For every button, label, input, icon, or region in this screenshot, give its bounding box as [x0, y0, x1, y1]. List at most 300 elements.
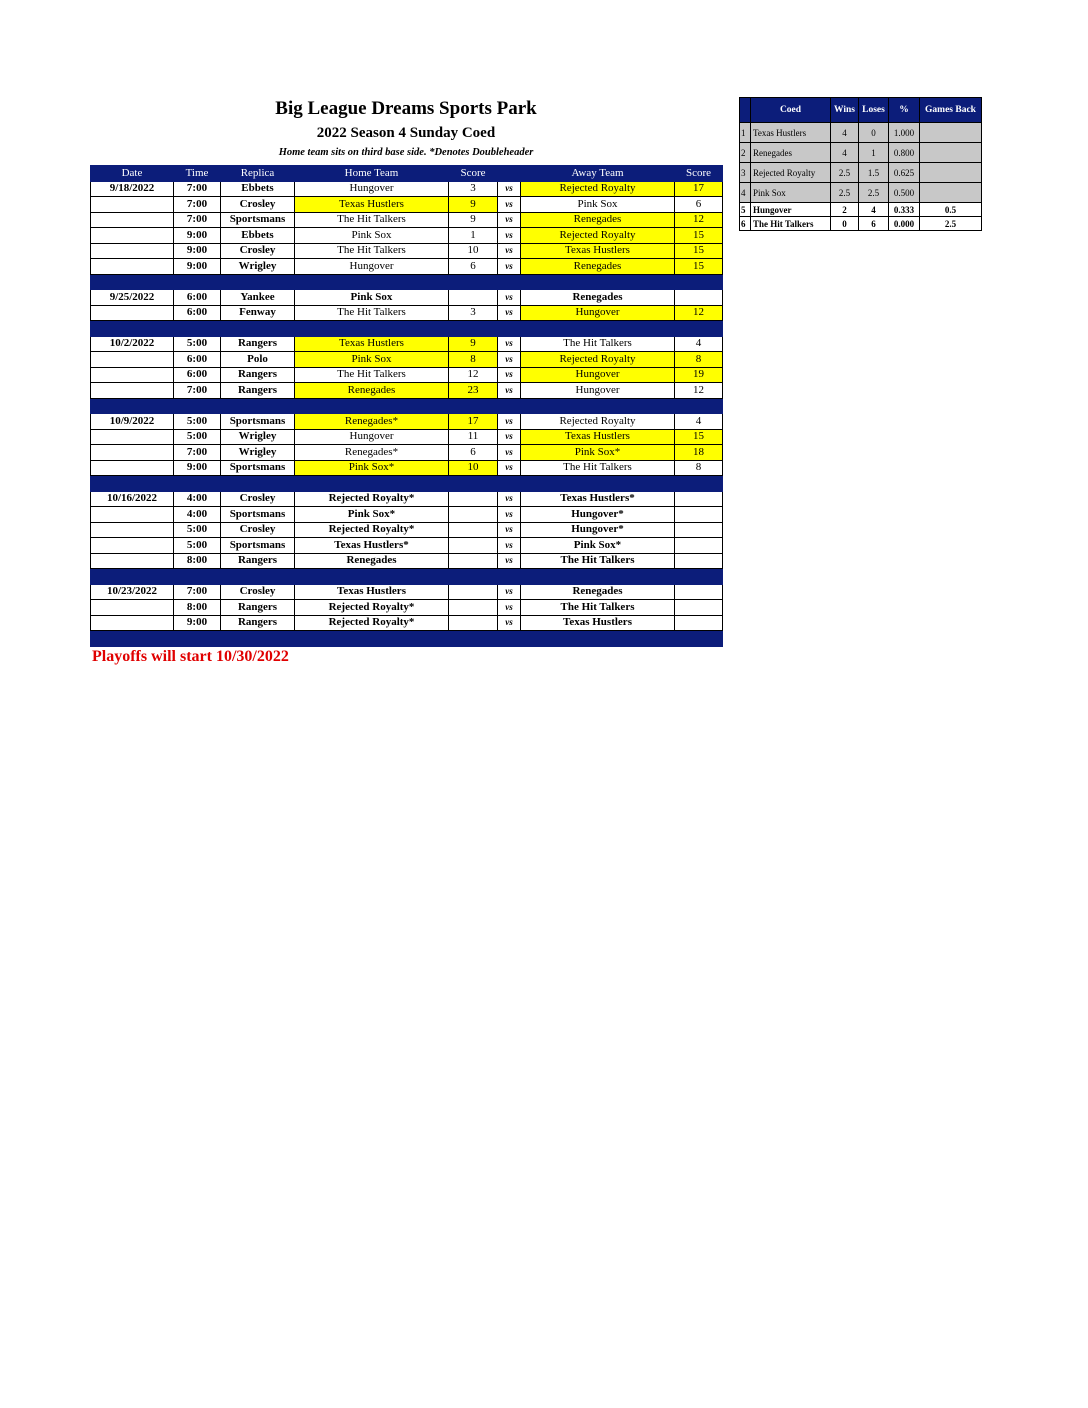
game-field: Crosley: [221, 522, 295, 538]
standings-header-row: [740, 98, 982, 123]
game-row: [91, 445, 723, 461]
away-score: 15: [675, 243, 723, 259]
col-header-time: Time: [174, 166, 221, 182]
col-header-home-score: Score: [449, 166, 498, 182]
standings-loses: 1.5: [859, 163, 889, 183]
home-team: Rejected Royalty*: [295, 491, 449, 507]
game-row: [91, 383, 723, 399]
home-team: The Hit Talkers: [295, 212, 449, 228]
standings-header-pct: %: [889, 98, 920, 123]
game-field: Polo: [221, 352, 295, 368]
standings-rank: 6: [740, 217, 751, 231]
separator-cell: [675, 476, 723, 492]
away-score: [675, 615, 723, 631]
standings-pct: 0.800: [889, 143, 920, 163]
separator-cell: [91, 631, 174, 647]
home-score: [449, 538, 498, 554]
separator-cell: [449, 321, 498, 337]
separator-cell: [295, 631, 449, 647]
home-score: 6: [449, 445, 498, 461]
home-score: 9: [449, 336, 498, 352]
standings-pct: 0.000: [889, 217, 920, 231]
standings-pct: 0.333: [889, 203, 920, 217]
away-team: Pink Sox: [521, 197, 675, 213]
standings-pct: 0.625: [889, 163, 920, 183]
game-date: [91, 600, 174, 616]
game-row: [91, 259, 723, 275]
separator-cell: [295, 569, 449, 585]
playoffs-notice: Playoffs will start 10/30/2022: [92, 648, 289, 665]
page-title: Big League Dreams Sports Park: [275, 98, 537, 119]
home-score: [449, 290, 498, 306]
game-field: Crosley: [221, 243, 295, 259]
away-score: [675, 290, 723, 306]
standings-header-coed: Coed: [751, 98, 831, 123]
away-team: Renegades: [521, 290, 675, 306]
separator-cell: [174, 398, 221, 414]
game-date: [91, 228, 174, 244]
game-date: [91, 352, 174, 368]
game-time: 7:00: [174, 445, 221, 461]
away-score: 19: [675, 367, 723, 383]
standings-header-games-back: Games Back: [920, 98, 982, 123]
standings-pct: 1.000: [889, 123, 920, 143]
game-time: 5:00: [174, 538, 221, 554]
home-score: 11: [449, 429, 498, 445]
separator-cell: [221, 321, 295, 337]
away-score: 4: [675, 336, 723, 352]
game-date: 10/2/2022: [91, 336, 174, 352]
home-team: Pink Sox: [295, 290, 449, 306]
separator-cell: [174, 631, 221, 647]
away-team: The Hit Talkers: [521, 600, 675, 616]
game-row: [91, 212, 723, 228]
game-date: 10/23/2022: [91, 584, 174, 600]
versus-label: vs: [498, 336, 521, 352]
away-team: Rejected Royalty: [521, 414, 675, 430]
separator-cell: [91, 321, 174, 337]
home-score: 17: [449, 414, 498, 430]
game-row: [91, 429, 723, 445]
home-team: Rejected Royalty*: [295, 615, 449, 631]
home-score: 23: [449, 383, 498, 399]
standings-loses: 1: [859, 143, 889, 163]
week-separator-row: [91, 398, 723, 414]
game-row: [91, 584, 723, 600]
away-score: 8: [675, 352, 723, 368]
separator-cell: [221, 398, 295, 414]
game-row: [91, 336, 723, 352]
col-header-away-team: Away Team: [521, 166, 675, 182]
away-score: 15: [675, 228, 723, 244]
standings-header-loses: Loses: [859, 98, 889, 123]
separator-cell: [675, 274, 723, 290]
versus-label: vs: [498, 243, 521, 259]
home-team: Rejected Royalty*: [295, 600, 449, 616]
home-team: Pink Sox*: [295, 507, 449, 523]
versus-label: vs: [498, 228, 521, 244]
game-row: [91, 414, 723, 430]
versus-label: vs: [498, 584, 521, 600]
away-score: [675, 538, 723, 554]
away-team: Rejected Royalty: [521, 228, 675, 244]
separator-cell: [91, 569, 174, 585]
standings-loses: 6: [859, 217, 889, 231]
away-team: Hungover*: [521, 522, 675, 538]
separator-cell: [295, 398, 449, 414]
versus-label: vs: [498, 429, 521, 445]
game-date: [91, 429, 174, 445]
separator-cell: [449, 476, 498, 492]
home-score: [449, 522, 498, 538]
game-row: [91, 460, 723, 476]
away-score: 12: [675, 305, 723, 321]
game-row: [91, 507, 723, 523]
game-time: 5:00: [174, 522, 221, 538]
game-row: [91, 491, 723, 507]
versus-label: vs: [498, 522, 521, 538]
separator-cell: [174, 569, 221, 585]
game-field: Sportsmans: [221, 507, 295, 523]
game-date: [91, 522, 174, 538]
week-separator-row: [91, 274, 723, 290]
game-date: [91, 615, 174, 631]
versus-label: vs: [498, 507, 521, 523]
schedule-body: [91, 181, 723, 646]
standings-wins: 4: [831, 123, 859, 143]
away-team: Pink Sox*: [521, 445, 675, 461]
game-time: 8:00: [174, 600, 221, 616]
home-team: The Hit Talkers: [295, 243, 449, 259]
away-score: 6: [675, 197, 723, 213]
separator-cell: [498, 476, 521, 492]
away-team: Renegades: [521, 584, 675, 600]
game-date: 10/9/2022: [91, 414, 174, 430]
game-row: [91, 522, 723, 538]
standings-wins: 4: [831, 143, 859, 163]
home-team: Rejected Royalty*: [295, 522, 449, 538]
away-score: 17: [675, 181, 723, 197]
game-field: Sportsmans: [221, 212, 295, 228]
home-score: [449, 553, 498, 569]
separator-cell: [91, 476, 174, 492]
home-score: 8: [449, 352, 498, 368]
home-team: Pink Sox: [295, 228, 449, 244]
versus-label: vs: [498, 615, 521, 631]
standings-team: Hungover: [751, 203, 831, 217]
game-date: [91, 259, 174, 275]
standings-games-back: 0.5: [920, 203, 982, 217]
home-score: 12: [449, 367, 498, 383]
away-team: Texas Hustlers: [521, 243, 675, 259]
game-field: Wrigley: [221, 259, 295, 275]
game-row: [91, 243, 723, 259]
away-score: 12: [675, 383, 723, 399]
home-team: Pink Sox*: [295, 460, 449, 476]
game-time: 9:00: [174, 615, 221, 631]
home-score: 10: [449, 460, 498, 476]
game-time: 8:00: [174, 553, 221, 569]
game-field: Rangers: [221, 336, 295, 352]
standings-wins: 2.5: [831, 183, 859, 203]
separator-cell: [521, 321, 675, 337]
game-time: 9:00: [174, 460, 221, 476]
separator-cell: [295, 321, 449, 337]
separator-cell: [449, 274, 498, 290]
home-team: Hungover: [295, 429, 449, 445]
game-time: 7:00: [174, 584, 221, 600]
game-field: Sportsmans: [221, 460, 295, 476]
game-date: [91, 305, 174, 321]
home-team: Texas Hustlers: [295, 197, 449, 213]
versus-label: vs: [498, 383, 521, 399]
game-date: [91, 445, 174, 461]
standings-row: [740, 123, 982, 143]
game-time: 4:00: [174, 507, 221, 523]
col-header-home-team: Home Team: [295, 166, 449, 182]
home-score: [449, 615, 498, 631]
game-date: [91, 212, 174, 228]
schedule-table: [90, 165, 723, 647]
away-score: [675, 600, 723, 616]
standings-games-back: [920, 163, 982, 183]
away-score: [675, 507, 723, 523]
game-field: Rangers: [221, 383, 295, 399]
separator-cell: [521, 476, 675, 492]
game-time: 5:00: [174, 414, 221, 430]
separator-cell: [449, 631, 498, 647]
game-time: 4:00: [174, 491, 221, 507]
game-date: [91, 383, 174, 399]
home-team: Texas Hustlers*: [295, 538, 449, 554]
game-row: [91, 615, 723, 631]
game-field: Wrigley: [221, 429, 295, 445]
separator-cell: [498, 321, 521, 337]
game-date: 9/25/2022: [91, 290, 174, 306]
standings-rank: 5: [740, 203, 751, 217]
separator-cell: [449, 569, 498, 585]
away-score: 18: [675, 445, 723, 461]
standings-pct: 0.500: [889, 183, 920, 203]
home-team: Renegades*: [295, 445, 449, 461]
separator-cell: [498, 274, 521, 290]
home-score: 9: [449, 197, 498, 213]
away-team: The Hit Talkers: [521, 336, 675, 352]
separator-cell: [91, 398, 174, 414]
separator-cell: [91, 274, 174, 290]
separator-cell: [498, 631, 521, 647]
game-time: 6:00: [174, 305, 221, 321]
game-row: [91, 290, 723, 306]
separator-cell: [675, 631, 723, 647]
away-team: Hungover: [521, 305, 675, 321]
game-time: 6:00: [174, 352, 221, 368]
separator-cell: [449, 398, 498, 414]
separator-cell: [521, 631, 675, 647]
game-date: [91, 367, 174, 383]
separator-cell: [675, 321, 723, 337]
standings-wins: 0: [831, 217, 859, 231]
separator-cell: [221, 631, 295, 647]
standings-wins: 2: [831, 203, 859, 217]
home-score: [449, 584, 498, 600]
home-score: 3: [449, 305, 498, 321]
game-field: Crosley: [221, 197, 295, 213]
game-field: Ebbets: [221, 181, 295, 197]
home-team: The Hit Talkers: [295, 305, 449, 321]
away-team: Texas Hustlers: [521, 429, 675, 445]
game-time: 6:00: [174, 290, 221, 306]
away-score: 15: [675, 259, 723, 275]
standings-games-back: [920, 123, 982, 143]
separator-cell: [498, 569, 521, 585]
versus-label: vs: [498, 212, 521, 228]
away-team: Hungover: [521, 383, 675, 399]
away-team: The Hit Talkers: [521, 553, 675, 569]
home-score: 3: [449, 181, 498, 197]
game-row: [91, 305, 723, 321]
standings-row: [740, 183, 982, 203]
game-date: 10/16/2022: [91, 491, 174, 507]
away-score: 8: [675, 460, 723, 476]
standings-games-back: [920, 183, 982, 203]
away-team: Texas Hustlers*: [521, 491, 675, 507]
standings-rank: 1: [740, 123, 751, 143]
game-time: 7:00: [174, 212, 221, 228]
separator-cell: [221, 569, 295, 585]
schedule-header-row: [91, 166, 723, 182]
away-score: [675, 553, 723, 569]
versus-label: vs: [498, 181, 521, 197]
home-team: Renegades: [295, 383, 449, 399]
game-row: [91, 538, 723, 554]
separator-cell: [521, 274, 675, 290]
versus-label: vs: [498, 414, 521, 430]
game-time: 7:00: [174, 197, 221, 213]
week-separator-row: [91, 569, 723, 585]
game-field: Yankee: [221, 290, 295, 306]
home-score: [449, 600, 498, 616]
versus-label: vs: [498, 197, 521, 213]
home-score: 1: [449, 228, 498, 244]
home-team: Texas Hustlers: [295, 584, 449, 600]
separator-cell: [295, 274, 449, 290]
standings-header-rank: [740, 98, 751, 123]
separator-cell: [174, 476, 221, 492]
game-time: 9:00: [174, 243, 221, 259]
game-time: 7:00: [174, 181, 221, 197]
separator-cell: [295, 476, 449, 492]
game-field: Rangers: [221, 367, 295, 383]
standings-rank: 3: [740, 163, 751, 183]
game-time: 7:00: [174, 383, 221, 399]
separator-cell: [221, 476, 295, 492]
game-field: Sportsmans: [221, 414, 295, 430]
game-date: [91, 460, 174, 476]
home-team: Texas Hustlers: [295, 336, 449, 352]
separator-cell: [174, 321, 221, 337]
standings-team: Renegades: [751, 143, 831, 163]
col-header-away-score: Score: [675, 166, 723, 182]
game-time: 6:00: [174, 367, 221, 383]
game-date: [91, 243, 174, 259]
standings-body: [740, 123, 982, 231]
home-score: [449, 507, 498, 523]
standings-rank: 4: [740, 183, 751, 203]
away-team: Hungover: [521, 367, 675, 383]
game-date: [91, 197, 174, 213]
separator-cell: [498, 398, 521, 414]
standings-wins: 2.5: [831, 163, 859, 183]
standings-loses: 0: [859, 123, 889, 143]
away-team: Hungover*: [521, 507, 675, 523]
away-score: [675, 491, 723, 507]
away-team: Pink Sox*: [521, 538, 675, 554]
game-field: Wrigley: [221, 445, 295, 461]
separator-cell: [174, 274, 221, 290]
standings-team: Texas Hustlers: [751, 123, 831, 143]
game-time: 9:00: [174, 228, 221, 244]
home-team: Renegades: [295, 553, 449, 569]
col-header-replica: Replica: [221, 166, 295, 182]
home-team: Renegades*: [295, 414, 449, 430]
versus-label: vs: [498, 259, 521, 275]
versus-label: vs: [498, 290, 521, 306]
standings-row: [740, 163, 982, 183]
page-subtitle: 2022 Season 4 Sunday Coed: [316, 125, 496, 141]
away-score: [675, 522, 723, 538]
away-team: Renegades: [521, 212, 675, 228]
standings-row: [740, 217, 982, 231]
standings-rank: 2: [740, 143, 751, 163]
game-field: Crosley: [221, 491, 295, 507]
game-row: [91, 197, 723, 213]
standings-loses: 4: [859, 203, 889, 217]
separator-cell: [675, 398, 723, 414]
standings-team: Pink Sox: [751, 183, 831, 203]
standings-team: The Hit Talkers: [751, 217, 831, 231]
game-field: Rangers: [221, 553, 295, 569]
standings-games-back: 2.5: [920, 217, 982, 231]
standings-table: [739, 97, 982, 231]
game-time: 5:00: [174, 336, 221, 352]
versus-label: vs: [498, 367, 521, 383]
versus-label: vs: [498, 445, 521, 461]
versus-label: vs: [498, 352, 521, 368]
home-score: 6: [449, 259, 498, 275]
away-score: 4: [675, 414, 723, 430]
game-date: [91, 538, 174, 554]
home-team: Hungover: [295, 259, 449, 275]
separator-cell: [675, 569, 723, 585]
separator-cell: [521, 569, 675, 585]
versus-label: vs: [498, 491, 521, 507]
home-team: Hungover: [295, 181, 449, 197]
week-separator-row: [91, 321, 723, 337]
game-row: [91, 352, 723, 368]
game-field: Crosley: [221, 584, 295, 600]
separator-cell: [521, 398, 675, 414]
game-row: [91, 553, 723, 569]
week-separator-row: [91, 476, 723, 492]
game-field: Fenway: [221, 305, 295, 321]
game-row: [91, 367, 723, 383]
away-team: Texas Hustlers: [521, 615, 675, 631]
game-row: [91, 600, 723, 616]
home-team: Pink Sox: [295, 352, 449, 368]
separator-cell: [221, 274, 295, 290]
game-row: [91, 228, 723, 244]
